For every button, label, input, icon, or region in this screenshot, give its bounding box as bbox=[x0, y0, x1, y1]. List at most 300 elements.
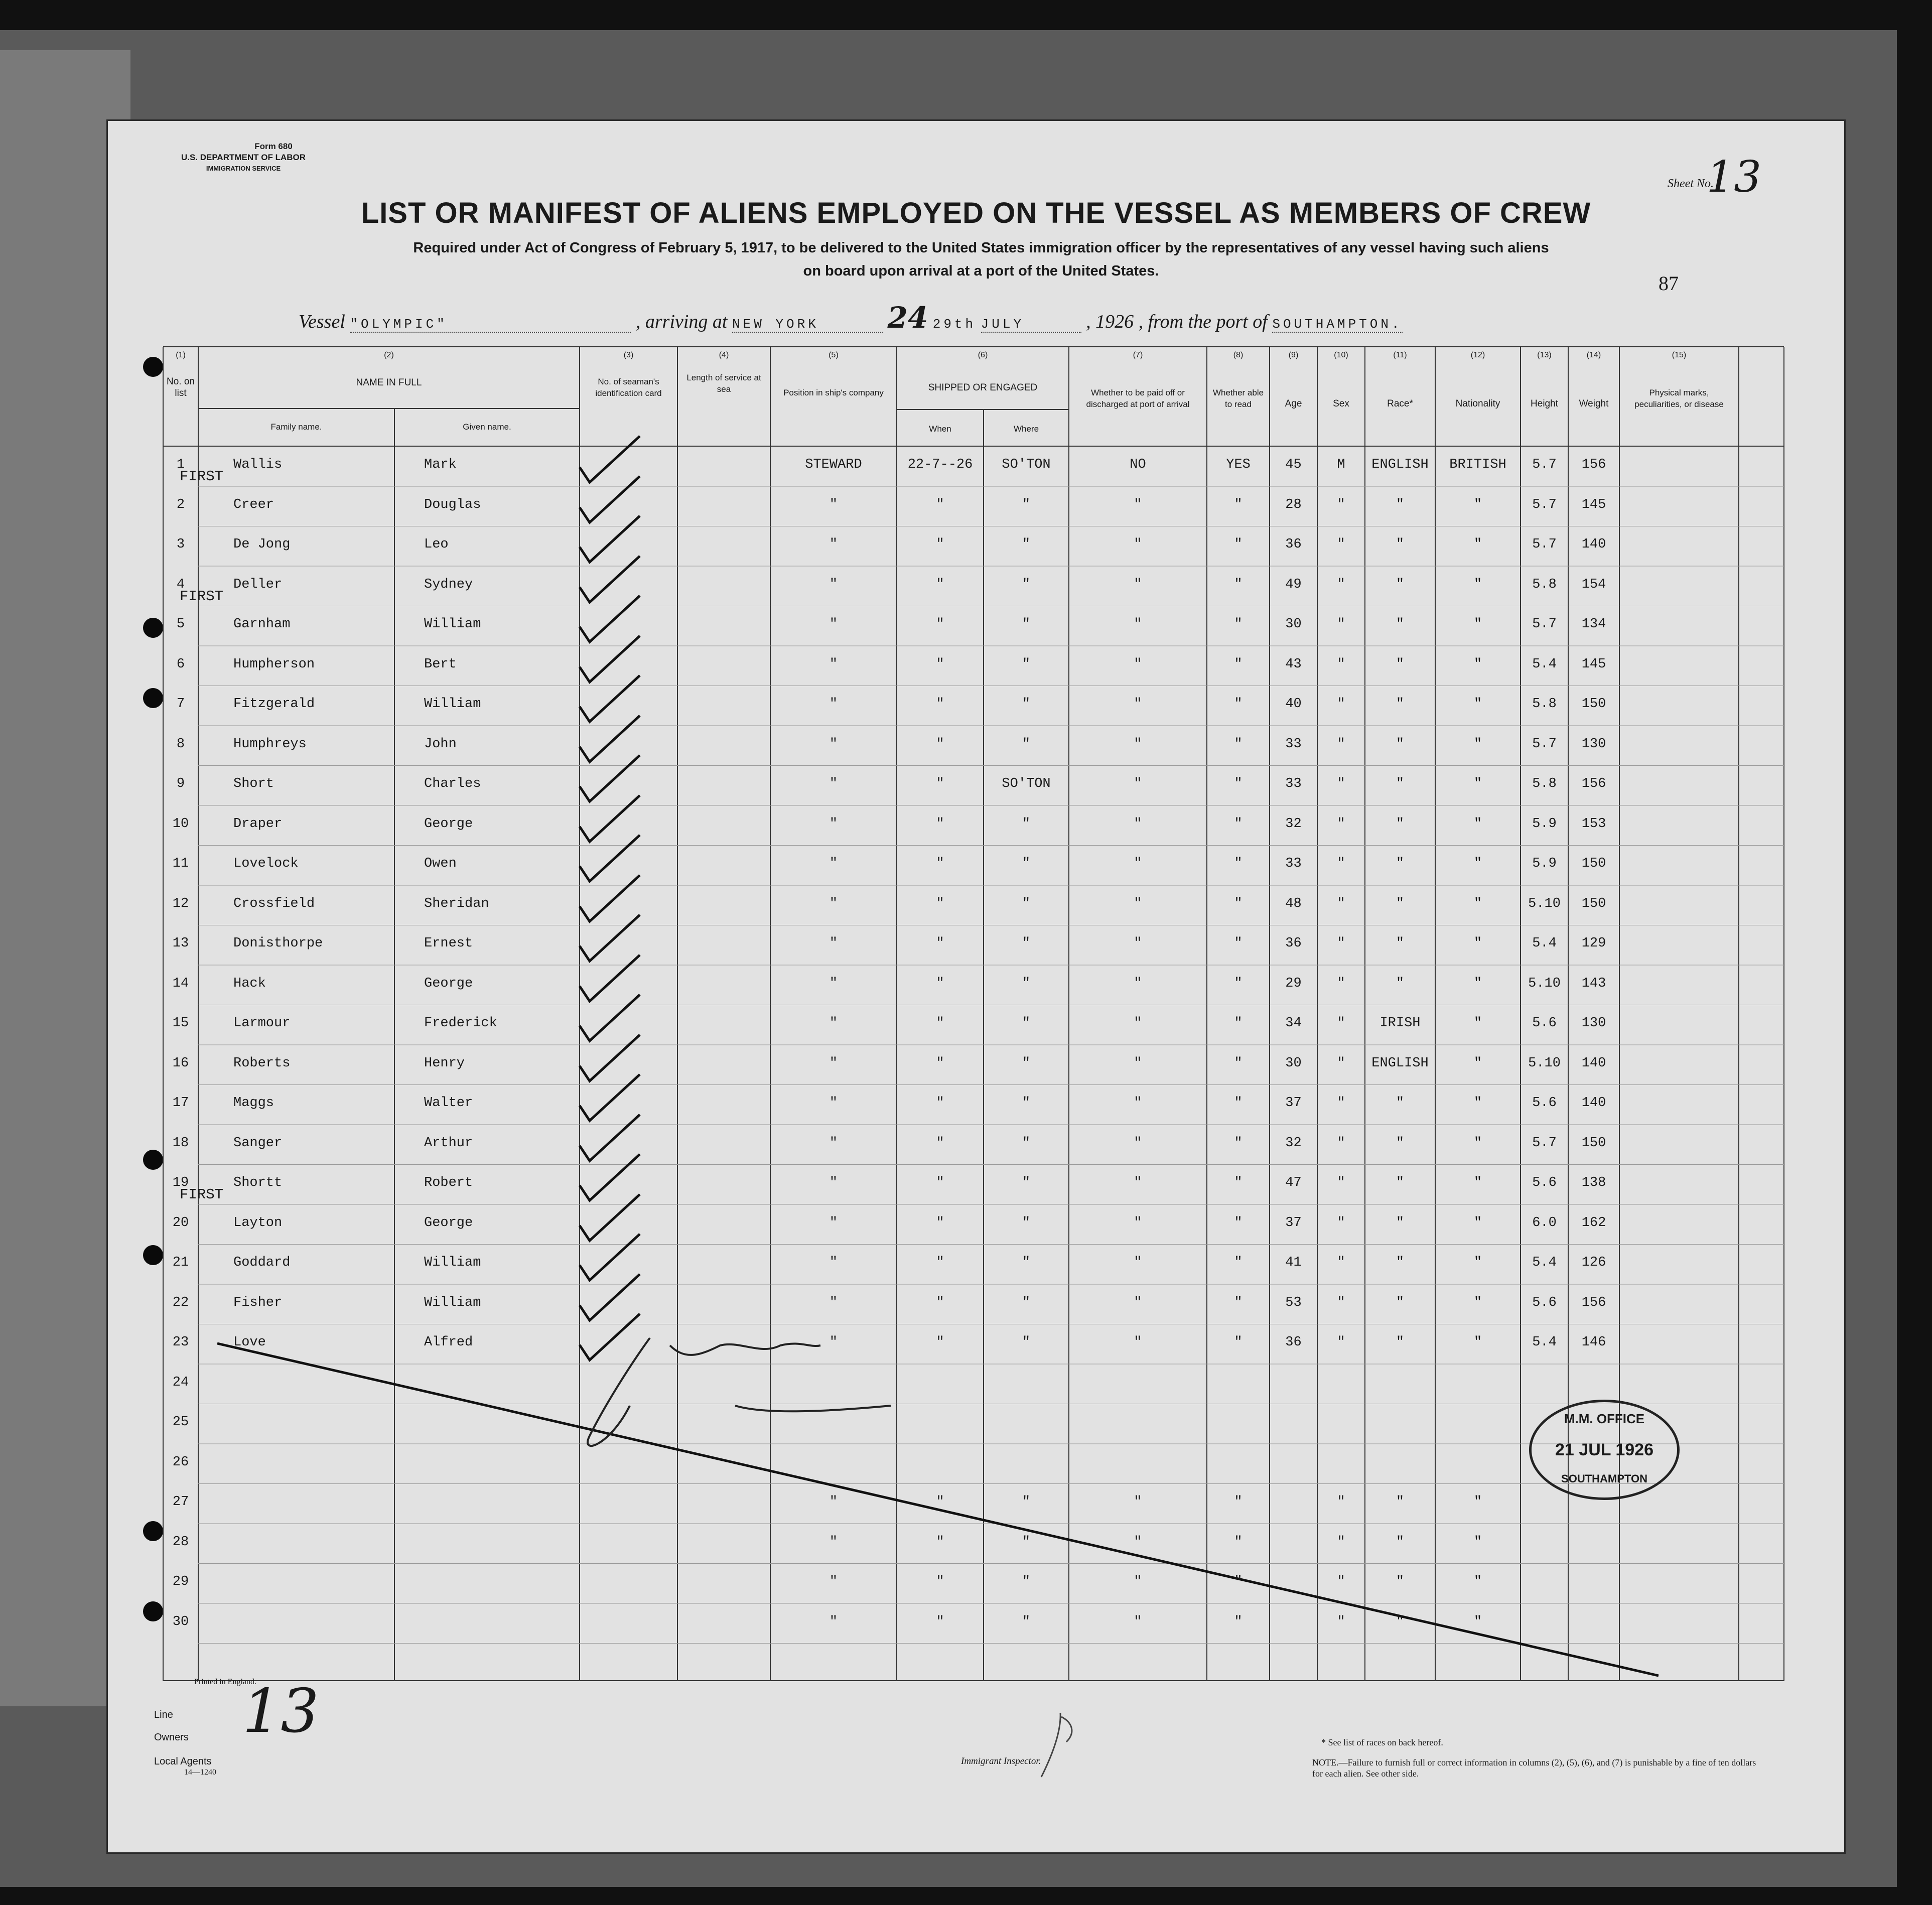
paid-off-cell: " bbox=[1134, 656, 1142, 672]
row-number: 1 bbox=[176, 457, 185, 472]
first-class-note: FIRST bbox=[180, 468, 224, 485]
given-name: George bbox=[424, 816, 473, 832]
height-cell: 5.7 bbox=[1532, 497, 1557, 512]
nationality-cell: " bbox=[1473, 896, 1482, 911]
shipped-where-cell: " bbox=[1022, 1055, 1031, 1071]
shipped-when-cell: " bbox=[936, 1175, 944, 1190]
nationality-cell: " bbox=[1473, 1055, 1482, 1071]
sex-cell: " bbox=[1337, 1135, 1345, 1151]
shipped-where-cell: " bbox=[1022, 1175, 1031, 1190]
stamp-date: 21 JUL 1926 bbox=[1555, 1440, 1653, 1459]
nationality-cell: " bbox=[1473, 816, 1482, 832]
nationality-cell: " bbox=[1473, 1534, 1482, 1550]
race-cell: " bbox=[1396, 1335, 1405, 1350]
race-cell: " bbox=[1396, 697, 1405, 712]
col14-header: Weight bbox=[1579, 398, 1609, 409]
position-cell: " bbox=[829, 936, 838, 951]
family-name: De Jong bbox=[233, 537, 291, 552]
shipped-when-cell: " bbox=[936, 1055, 944, 1071]
age-cell: 34 bbox=[1285, 1016, 1302, 1031]
vessel-name: "OLYMPIC" bbox=[350, 317, 631, 333]
shipped-where-cell: " bbox=[1022, 976, 1031, 991]
col8-number: (8) bbox=[1233, 351, 1244, 359]
shipped-where-cell: SO'TON bbox=[1002, 776, 1051, 791]
col5-number: (5) bbox=[829, 351, 839, 359]
position-cell: " bbox=[829, 1614, 838, 1629]
shipped-when-cell: " bbox=[936, 736, 944, 752]
position-cell: " bbox=[829, 1574, 838, 1589]
shipped-when-cell: " bbox=[936, 856, 944, 871]
age-cell: 37 bbox=[1285, 1215, 1302, 1231]
height-cell: 5.6 bbox=[1532, 1295, 1557, 1310]
race-cell: " bbox=[1396, 776, 1405, 791]
height-cell: 5.4 bbox=[1532, 1335, 1557, 1350]
shipped-where-cell: " bbox=[1022, 1016, 1031, 1031]
given-name: Bert bbox=[424, 656, 457, 672]
col3-number: (3) bbox=[623, 351, 634, 359]
able-to-read-cell: " bbox=[1234, 1335, 1243, 1350]
weight-cell: 140 bbox=[1581, 1096, 1606, 1111]
col2-given-header: Given name. bbox=[463, 422, 511, 432]
shipped-where-cell: " bbox=[1022, 1295, 1031, 1310]
given-name: Henry bbox=[424, 1055, 465, 1071]
paid-off-cell: " bbox=[1134, 1574, 1142, 1589]
position-cell: " bbox=[829, 1534, 838, 1550]
given-name: Leo bbox=[424, 537, 449, 552]
footer-notes bbox=[1312, 1737, 1764, 1779]
weight-cell: 145 bbox=[1581, 656, 1606, 672]
shipped-where-cell: " bbox=[1022, 1215, 1031, 1231]
subtitle-line-1: Required under Act of Congress of February 5, 1917, to be delivered to the United States immigration officer by the representatives of any vessel having such aliens bbox=[413, 240, 1549, 256]
height-cell: 5.9 bbox=[1532, 856, 1557, 871]
able-to-read-cell: " bbox=[1234, 776, 1243, 791]
given-name: Arthur bbox=[424, 1135, 473, 1151]
from-port: SOUTHAMPTON. bbox=[1272, 317, 1403, 332]
race-cell: " bbox=[1396, 1574, 1405, 1589]
owners-label: Owners bbox=[154, 1732, 189, 1743]
height-cell: 5.10 bbox=[1528, 1055, 1561, 1071]
row-number: 12 bbox=[172, 896, 189, 911]
arriving-port: NEW YORK bbox=[732, 317, 883, 333]
col4-header: Length of service at sea bbox=[686, 373, 761, 394]
sheet-number: 13 bbox=[1706, 152, 1761, 202]
race-cell: ENGLISH bbox=[1371, 1055, 1429, 1071]
shipped-where-cell: " bbox=[1022, 577, 1031, 592]
able-to-read-cell: " bbox=[1234, 656, 1243, 672]
position-cell: " bbox=[829, 577, 838, 592]
col13-header: Height bbox=[1531, 398, 1558, 409]
shipped-when-cell: " bbox=[936, 656, 944, 672]
shipped-where-cell: " bbox=[1022, 697, 1031, 712]
age-cell: 49 bbox=[1285, 577, 1302, 592]
arrival-month: JULY bbox=[981, 317, 1081, 333]
col2-header: NAME IN FULL bbox=[356, 377, 422, 388]
able-to-read-cell: " bbox=[1234, 736, 1243, 752]
family-name: Draper bbox=[233, 816, 283, 832]
family-name: Roberts bbox=[233, 1055, 291, 1071]
nationality-cell: " bbox=[1473, 1215, 1482, 1231]
position-cell: " bbox=[829, 736, 838, 752]
manifest-page bbox=[106, 119, 1846, 1854]
col12-number: (12) bbox=[1470, 351, 1485, 359]
age-cell: 33 bbox=[1285, 736, 1302, 752]
given-name: John bbox=[424, 736, 457, 752]
sex-cell: " bbox=[1337, 776, 1345, 791]
weight-cell: 156 bbox=[1581, 776, 1606, 791]
col6-number: (6) bbox=[978, 351, 988, 359]
sex-cell: " bbox=[1337, 1494, 1345, 1510]
shipped-where-cell: " bbox=[1022, 936, 1031, 951]
col10-header: Sex bbox=[1333, 398, 1349, 409]
col9-number: (9) bbox=[1288, 351, 1299, 359]
nationality-cell: " bbox=[1473, 697, 1482, 712]
position-cell: " bbox=[829, 1494, 838, 1510]
height-cell: 5.7 bbox=[1532, 1135, 1557, 1151]
height-cell: 5.9 bbox=[1532, 816, 1557, 832]
arriving-label: , arriving at bbox=[635, 311, 728, 332]
row-number: 10 bbox=[172, 816, 189, 832]
position-cell: " bbox=[829, 617, 838, 632]
able-to-read-cell: " bbox=[1234, 856, 1243, 871]
able-to-read-cell: " bbox=[1234, 697, 1243, 712]
family-name: Humphreys bbox=[233, 736, 307, 752]
height-cell: 5.7 bbox=[1532, 617, 1557, 632]
shipped-where-cell: " bbox=[1022, 497, 1031, 512]
weight-cell: 154 bbox=[1581, 577, 1606, 592]
shipped-where-cell: " bbox=[1022, 656, 1031, 672]
height-cell: 5.8 bbox=[1532, 697, 1557, 712]
shipped-where-cell: " bbox=[1022, 896, 1031, 911]
agents-code: 14—1240 bbox=[184, 1768, 216, 1777]
able-to-read-cell: " bbox=[1234, 816, 1243, 832]
race-cell: " bbox=[1396, 1534, 1405, 1550]
row-number: 15 bbox=[172, 1016, 189, 1031]
able-to-read-cell: " bbox=[1234, 1255, 1243, 1270]
given-name: William bbox=[424, 617, 481, 632]
able-to-read-cell: " bbox=[1234, 1494, 1243, 1510]
able-to-read-cell: " bbox=[1234, 1215, 1243, 1231]
office-stamp bbox=[1529, 1400, 1680, 1500]
row-number: 24 bbox=[172, 1375, 189, 1390]
subtitle-line-2: on board upon arrival at a port of the United States. bbox=[803, 263, 1159, 279]
family-name: Crossfield bbox=[233, 896, 315, 911]
shipped-when-cell: " bbox=[936, 1335, 944, 1350]
paid-off-cell: NO bbox=[1130, 457, 1146, 472]
nationality-cell: " bbox=[1473, 1135, 1482, 1151]
shipped-when-cell: " bbox=[936, 1534, 944, 1550]
nationality-cell: " bbox=[1473, 736, 1482, 752]
shipped-when-cell: " bbox=[936, 537, 944, 552]
service-name: IMMIGRATION SERVICE bbox=[206, 165, 281, 172]
able-to-read-cell: " bbox=[1234, 1295, 1243, 1310]
family-name: Deller bbox=[233, 577, 283, 592]
vessel-label: Vessel bbox=[299, 311, 345, 332]
shipped-when-cell: " bbox=[936, 1135, 944, 1151]
arrival-date-typed: 29th bbox=[932, 317, 977, 332]
able-to-read-cell: " bbox=[1234, 896, 1243, 911]
shipped-when-cell: " bbox=[936, 1096, 944, 1111]
row-number: 25 bbox=[172, 1415, 189, 1430]
row-number: 11 bbox=[172, 856, 189, 871]
shipped-where-cell: SO'TON bbox=[1002, 457, 1051, 472]
paid-off-cell: " bbox=[1134, 1175, 1142, 1190]
family-name: Maggs bbox=[233, 1096, 274, 1111]
nationality-cell: " bbox=[1473, 936, 1482, 951]
col12-header: Nationality bbox=[1455, 398, 1500, 409]
paid-off-cell: " bbox=[1134, 1135, 1142, 1151]
age-cell: 28 bbox=[1285, 497, 1302, 512]
weight-cell: 153 bbox=[1581, 816, 1606, 832]
able-to-read-cell: " bbox=[1234, 617, 1243, 632]
row-number: 18 bbox=[172, 1135, 189, 1151]
col4-number: (4) bbox=[719, 351, 729, 359]
sex-cell: " bbox=[1337, 936, 1345, 951]
shipped-when-cell: " bbox=[936, 1215, 944, 1231]
able-to-read-cell: " bbox=[1234, 1055, 1243, 1071]
races-note: * See list of races on back hereof. bbox=[1321, 1737, 1443, 1747]
shipped-when-cell: " bbox=[936, 976, 944, 991]
height-cell: 5.4 bbox=[1532, 936, 1557, 951]
col1-number: (1) bbox=[176, 351, 186, 359]
paid-off-cell: " bbox=[1134, 1534, 1142, 1550]
height-cell: 5.7 bbox=[1532, 537, 1557, 552]
shipped-when-cell: 22-7--26 bbox=[907, 457, 973, 472]
family-name: Wallis bbox=[233, 457, 283, 472]
given-name: Charles bbox=[424, 776, 481, 791]
sex-cell: " bbox=[1337, 1335, 1345, 1350]
height-cell: 5.4 bbox=[1532, 1255, 1557, 1270]
shipped-when-cell: " bbox=[936, 697, 944, 712]
sex-cell: " bbox=[1337, 736, 1345, 752]
shipped-where-cell: " bbox=[1022, 816, 1031, 832]
position-cell: " bbox=[829, 816, 838, 832]
row-number: 14 bbox=[172, 976, 189, 991]
shipped-where-cell: " bbox=[1022, 1574, 1031, 1589]
check-mark-icon bbox=[570, 1310, 645, 1365]
position-cell: " bbox=[829, 1096, 838, 1111]
able-to-read-cell: " bbox=[1234, 976, 1243, 991]
able-to-read-cell: " bbox=[1234, 1175, 1243, 1190]
able-to-read-cell: " bbox=[1234, 1574, 1243, 1589]
height-cell: 5.6 bbox=[1532, 1096, 1557, 1111]
shipped-when-cell: " bbox=[936, 1255, 944, 1270]
sex-cell: " bbox=[1337, 577, 1345, 592]
race-cell: " bbox=[1396, 617, 1405, 632]
department-name: U.S. DEPARTMENT OF LABOR bbox=[181, 153, 306, 162]
row-number: 4 bbox=[176, 577, 185, 592]
sex-cell: " bbox=[1337, 1096, 1345, 1111]
shipped-when-cell: " bbox=[936, 1016, 944, 1031]
position-cell: " bbox=[829, 1055, 838, 1071]
race-cell: " bbox=[1396, 1614, 1405, 1629]
height-cell: 5.4 bbox=[1532, 656, 1557, 672]
row-number: 7 bbox=[176, 697, 185, 712]
position-cell: " bbox=[829, 1295, 838, 1310]
sex-cell: " bbox=[1337, 656, 1345, 672]
family-name: Sanger bbox=[233, 1135, 283, 1151]
row-number: 29 bbox=[172, 1574, 189, 1589]
col14-number: (14) bbox=[1586, 351, 1601, 359]
race-cell: " bbox=[1396, 856, 1405, 871]
row-number: 3 bbox=[176, 537, 185, 552]
given-name: Owen bbox=[424, 856, 457, 871]
nationality-cell: " bbox=[1473, 656, 1482, 672]
given-name: Walter bbox=[424, 1096, 473, 1111]
race-cell: " bbox=[1396, 656, 1405, 672]
age-cell: 30 bbox=[1285, 617, 1302, 632]
position-cell: " bbox=[829, 497, 838, 512]
paid-off-cell: " bbox=[1134, 497, 1142, 512]
race-cell: " bbox=[1396, 1215, 1405, 1231]
row-number: 26 bbox=[172, 1454, 189, 1470]
position-cell: " bbox=[829, 856, 838, 871]
family-name: Hack bbox=[233, 976, 266, 991]
able-to-read-cell: " bbox=[1234, 1534, 1243, 1550]
arrival-date-handwritten: 24 bbox=[887, 301, 928, 335]
col1-header: No. on list bbox=[167, 376, 195, 398]
race-cell: " bbox=[1396, 936, 1405, 951]
weight-cell: 156 bbox=[1581, 457, 1606, 472]
sex-cell: " bbox=[1337, 1055, 1345, 1071]
nationality-cell: " bbox=[1473, 1096, 1482, 1111]
weight-cell: 140 bbox=[1581, 537, 1606, 552]
shipped-when-cell: " bbox=[936, 1574, 944, 1589]
able-to-read-cell: " bbox=[1234, 577, 1243, 592]
paid-off-cell: " bbox=[1134, 816, 1142, 832]
shipped-where-cell: " bbox=[1022, 736, 1031, 752]
family-name: Humpherson bbox=[233, 656, 315, 672]
weight-cell: 145 bbox=[1581, 497, 1606, 512]
row-number: 9 bbox=[176, 776, 185, 791]
race-cell: " bbox=[1396, 1255, 1405, 1270]
nationality-cell: BRITISH bbox=[1449, 457, 1506, 472]
sex-cell: " bbox=[1337, 497, 1345, 512]
row-number: 8 bbox=[176, 736, 185, 752]
given-name: Robert bbox=[424, 1175, 473, 1190]
row-number: 30 bbox=[172, 1614, 189, 1629]
position-cell: " bbox=[829, 896, 838, 911]
paid-off-cell: " bbox=[1134, 537, 1142, 552]
age-cell: 36 bbox=[1285, 537, 1302, 552]
col6-when-header: When bbox=[929, 424, 951, 434]
able-to-read-cell: " bbox=[1234, 1096, 1243, 1111]
shipped-where-cell: " bbox=[1022, 1255, 1031, 1270]
family-name: Layton bbox=[233, 1215, 283, 1231]
race-cell: " bbox=[1396, 896, 1405, 911]
weight-cell: 162 bbox=[1581, 1215, 1606, 1231]
col11-header: Race* bbox=[1387, 398, 1413, 409]
sex-cell: " bbox=[1337, 856, 1345, 871]
col7-number: (7) bbox=[1133, 351, 1143, 359]
age-cell: 33 bbox=[1285, 776, 1302, 791]
given-name: William bbox=[424, 1295, 481, 1310]
position-cell: " bbox=[829, 976, 838, 991]
paid-off-cell: " bbox=[1134, 577, 1142, 592]
shipped-when-cell: " bbox=[936, 1295, 944, 1310]
col11-number: (11) bbox=[1393, 351, 1407, 359]
sex-cell: " bbox=[1337, 816, 1345, 832]
position-cell: " bbox=[829, 776, 838, 791]
able-to-read-cell: " bbox=[1234, 1016, 1243, 1031]
given-name: Ernest bbox=[424, 936, 473, 951]
weight-cell: 156 bbox=[1581, 1295, 1606, 1310]
sex-cell: " bbox=[1337, 976, 1345, 991]
nationality-cell: " bbox=[1473, 1175, 1482, 1190]
position-cell: " bbox=[829, 1135, 838, 1151]
height-cell: 5.7 bbox=[1532, 736, 1557, 752]
shipped-when-cell: " bbox=[936, 1494, 944, 1510]
race-cell: " bbox=[1396, 1494, 1405, 1510]
age-cell: 33 bbox=[1285, 856, 1302, 871]
race-cell: " bbox=[1396, 497, 1405, 512]
row-number: 27 bbox=[172, 1494, 189, 1510]
first-class-note: FIRST bbox=[180, 1186, 224, 1203]
paid-off-cell: " bbox=[1134, 1255, 1142, 1270]
margin-code: 87 bbox=[1659, 272, 1679, 295]
shipped-where-cell: " bbox=[1022, 856, 1031, 871]
race-cell: IRISH bbox=[1379, 1016, 1421, 1031]
position-cell: " bbox=[829, 1215, 838, 1231]
paid-off-cell: " bbox=[1134, 856, 1142, 871]
nationality-cell: " bbox=[1473, 1295, 1482, 1310]
paid-off-cell: " bbox=[1134, 1215, 1142, 1231]
race-cell: " bbox=[1396, 577, 1405, 592]
col7-header: Whether to be paid off or discharged at port of arrival bbox=[1086, 388, 1190, 409]
paid-off-cell: " bbox=[1134, 697, 1142, 712]
weight-cell: 130 bbox=[1581, 1016, 1606, 1031]
weight-cell: 150 bbox=[1581, 697, 1606, 712]
family-name: Fitzgerald bbox=[233, 697, 315, 712]
paid-off-cell: " bbox=[1134, 736, 1142, 752]
shipped-where-cell: " bbox=[1022, 1096, 1031, 1111]
row-number: 20 bbox=[172, 1215, 189, 1231]
given-name: Sydney bbox=[424, 577, 473, 592]
sex-cell: " bbox=[1337, 1574, 1345, 1589]
row-number: 23 bbox=[172, 1335, 189, 1350]
nationality-cell: " bbox=[1473, 1255, 1482, 1270]
nationality-cell: " bbox=[1473, 1574, 1482, 1589]
first-class-note: FIRST bbox=[180, 588, 224, 605]
row-number: 17 bbox=[172, 1096, 189, 1111]
age-cell: 47 bbox=[1285, 1175, 1302, 1190]
family-name: Larmour bbox=[233, 1016, 291, 1031]
col9-header: Age bbox=[1285, 398, 1302, 409]
sex-cell: " bbox=[1337, 896, 1345, 911]
nationality-cell: " bbox=[1473, 497, 1482, 512]
given-name: Douglas bbox=[424, 497, 481, 512]
weight-cell: 138 bbox=[1581, 1175, 1606, 1190]
age-cell: 40 bbox=[1285, 697, 1302, 712]
shipped-where-cell: " bbox=[1022, 1494, 1031, 1510]
weight-cell: 146 bbox=[1581, 1335, 1606, 1350]
weight-cell: 126 bbox=[1581, 1255, 1606, 1270]
paid-off-cell: " bbox=[1134, 1016, 1142, 1031]
weight-cell: 150 bbox=[1581, 896, 1606, 911]
height-cell: 5.10 bbox=[1528, 976, 1561, 991]
paid-off-cell: " bbox=[1134, 936, 1142, 951]
sheet-number-label: Sheet No. bbox=[1668, 177, 1714, 190]
position-cell: " bbox=[829, 1175, 838, 1190]
height-cell: 5.6 bbox=[1532, 1016, 1557, 1031]
position-cell: " bbox=[829, 656, 838, 672]
paid-off-cell: " bbox=[1134, 1335, 1142, 1350]
position-cell: " bbox=[829, 697, 838, 712]
col2-number: (2) bbox=[384, 351, 394, 359]
shipped-where-cell: " bbox=[1022, 1534, 1031, 1550]
shipped-where-cell: " bbox=[1022, 1335, 1031, 1350]
given-name: Mark bbox=[424, 457, 457, 472]
paid-off-cell: " bbox=[1134, 1096, 1142, 1111]
